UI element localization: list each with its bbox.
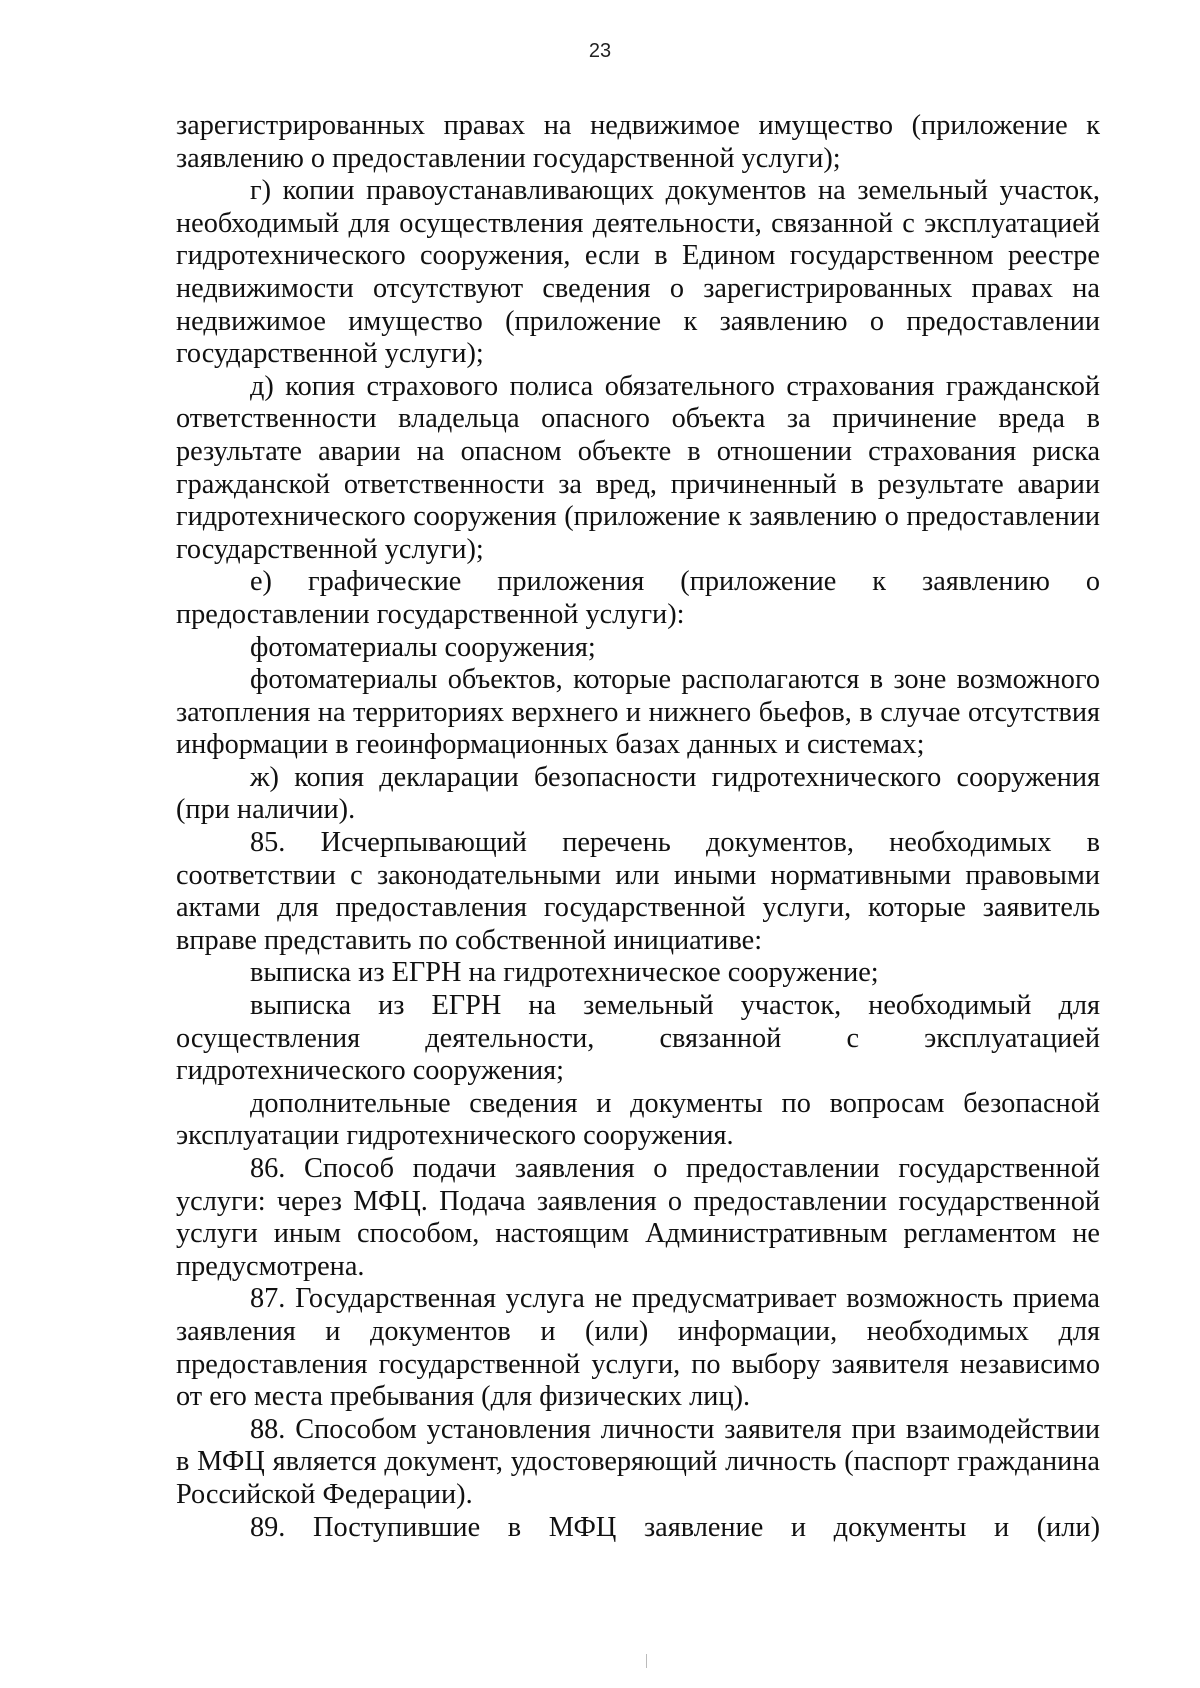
paragraph-list-entry: фотоматериалы объектов, которые располагаются в зоне возможного затопления на территориях верхнего и нижнего бьефов, в случае отсутствия информации в геоинформационных базах данных и системах; [176, 664, 1100, 761]
paragraph-list-entry: фотоматериалы сооружения; [250, 631, 596, 663]
paragraph-item-d: д) копия страхового полиса обязательного страхования гражданской ответственности владельца опасного объекта за причинение вреда в результате аварии на опасном объекте в отношении страхования риска гражданской ответственности за вред, причиненный в результате аварии гидротехнического сооружения (приложение к заявлению о предоставлении государственной услуги); [176, 370, 1100, 565]
paragraph-85: 85. Исчерпывающий перечень документов, необходимых в соответствии с законодательными или иными нормативными правовыми актами для предоставления государственной услуги, которые заявитель вправе представить по собственной инициативе: [176, 827, 1100, 956]
paragraph-87: 87. Государственная услуга не предусматривает возможность приема заявления и документов и (или) информации, необходимых для предоставления государственной услуги, по выбору заявителя независимо от его места пребывания (для физических лиц). [176, 1283, 1100, 1413]
paragraph-list-entry: дополнительные сведения и документы по вопросам безопасной эксплуатации гидротехнического сооружения. [176, 1087, 1100, 1152]
paragraph: зарегистрированных правах на недвижимое имущество (приложение к заявлению о предоставлении государственной услуги); [176, 110, 1100, 174]
paragraph-88: 88. Способом установления личности заявителя при взаимодействии в МФЦ является документ, удостоверяющий личность (паспорт гражданина Российской Федерации). [176, 1413, 1100, 1510]
document-body [176, 110, 1100, 1544]
paragraph-89: 89. Поступившие в МФЦ заявление и документы и (или) [250, 1511, 1100, 1543]
paragraph-list-entry: выписка из ЕГРН на земельный участок, необходимый для осуществления деятельности, связанной с эксплуатацией гидротехнического сооружения; [176, 990, 1100, 1087]
paragraph-86: 86. Способ подачи заявления о предоставлении государственной услуги: через МФЦ. Подача заявления о предоставлении государственной услуги иным способом, настоящим Административным регламентом не предусмотрена. [176, 1153, 1100, 1282]
paragraph-item-e: е) графические приложения (приложение к заявлению о предоставлении государственной услуги): [176, 566, 1100, 630]
paragraph-item-g: г) копии правоустанавливающих документов на земельный участок, необходимый для осуществления деятельности, связанной с эксплуатацией гидротехнического сооружения, если в Едином государственном реестре недвижимости отсутствуют сведения о зарегистрированных правах на недвижимое имущество (приложение к заявлению о предоставлении государственной услуги); [176, 175, 1100, 370]
paragraph-item-zh: ж) копия декларации безопасности гидротехнического сооружения (при наличии). [176, 761, 1100, 826]
scan-mark [646, 1654, 647, 1668]
paragraph-list-entry: выписка из ЕГРН на гидротехническое сооружение; [250, 957, 879, 989]
page-number: 23 [588, 40, 612, 62]
